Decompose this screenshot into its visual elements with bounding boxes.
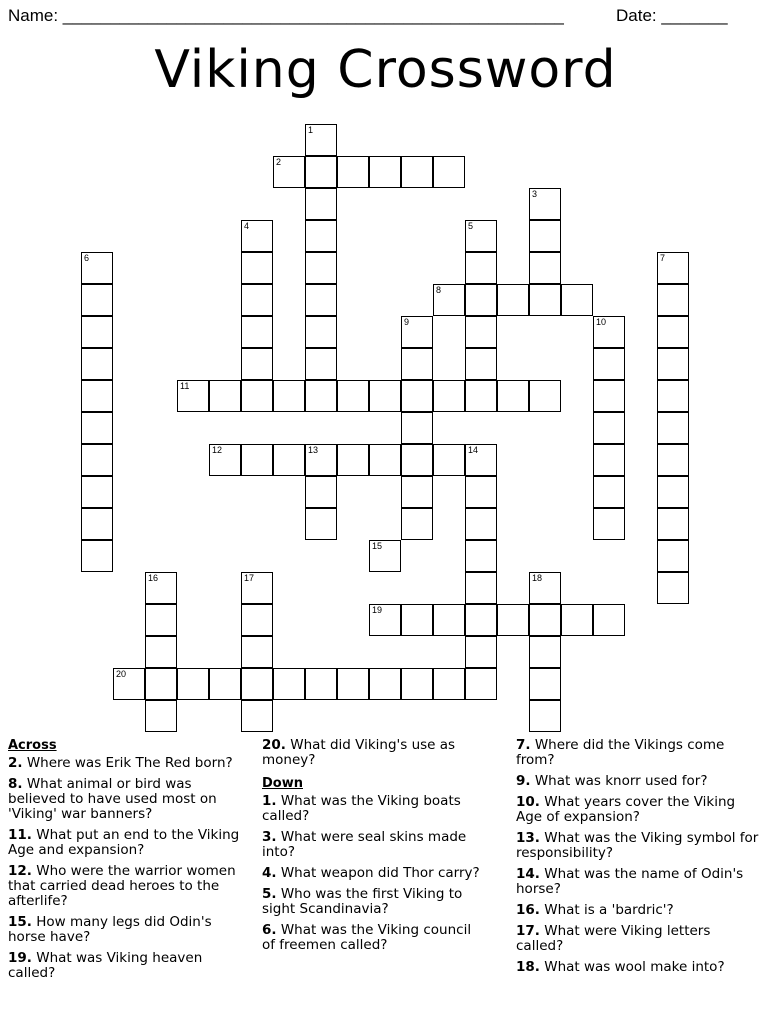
grid-cell[interactable] — [369, 444, 401, 476]
clue-number: 18 — [532, 573, 543, 583]
grid-cell[interactable] — [529, 604, 561, 636]
grid-cell[interactable] — [369, 380, 401, 412]
clue-number: 6 — [84, 253, 90, 263]
clue-down-14: 14. What was the name of Odin's horse? — [516, 866, 744, 897]
grid-cell[interactable] — [81, 508, 113, 540]
grid-cell[interactable] — [177, 380, 209, 412]
grid-cell[interactable] — [241, 700, 273, 732]
clue-across-8: 8. What animal or bird was believed to have used most on 'Viking' war banners? — [8, 776, 217, 822]
grid-cell[interactable] — [529, 572, 561, 604]
grid-cell[interactable] — [305, 508, 337, 540]
grid-cell[interactable] — [337, 668, 369, 700]
grid-cell[interactable] — [401, 412, 433, 444]
clue-across-11: 11. What put an end to the Viking Age and expansion? — [8, 827, 240, 858]
grid-cell[interactable] — [465, 668, 497, 700]
grid-cell[interactable] — [561, 604, 593, 636]
grid-cell[interactable] — [465, 572, 497, 604]
grid-cell[interactable] — [241, 380, 273, 412]
clue-down-16: 16. What is a 'bardric'? — [516, 902, 674, 918]
grid-cell[interactable] — [209, 380, 241, 412]
clue-down-1: 1. What was the Viking boats called? — [262, 793, 461, 824]
grid-cell[interactable] — [465, 636, 497, 668]
clue-number: 7 — [660, 253, 666, 263]
clues-column-1 — [8, 738, 243, 987]
grid-cell[interactable] — [529, 700, 561, 732]
clue-number: 8 — [436, 285, 442, 295]
grid-cell[interactable] — [657, 284, 689, 316]
clue-number: 12 — [212, 445, 223, 455]
clue-number: 20 — [116, 669, 127, 679]
grid-cell[interactable] — [305, 284, 337, 316]
grid-cell[interactable] — [273, 156, 305, 188]
grid-cell[interactable] — [497, 284, 529, 316]
page-title: Viking Crossword — [154, 40, 617, 100]
clue-across-19: 19. What was Viking heaven called? — [8, 950, 203, 981]
grid-cell[interactable] — [305, 252, 337, 284]
grid-cell[interactable] — [337, 444, 369, 476]
grid-cell[interactable] — [81, 476, 113, 508]
grid-cell[interactable] — [241, 348, 273, 380]
grid-cell[interactable] — [657, 412, 689, 444]
grid-cell[interactable] — [241, 284, 273, 316]
grid-cell[interactable] — [593, 604, 625, 636]
grid-cell[interactable] — [81, 412, 113, 444]
clue-down-5: 5. Who was the first Viking to sight Scandinavia? — [262, 886, 463, 917]
grid-cell[interactable] — [401, 508, 433, 540]
grid-cell[interactable] — [305, 444, 337, 476]
grid-cell[interactable] — [145, 572, 177, 604]
grid-cell[interactable] — [529, 636, 561, 668]
grid-cell[interactable] — [241, 252, 273, 284]
grid-cell[interactable] — [81, 252, 113, 284]
clue-down-4: 4. What weapon did Thor carry? — [262, 865, 480, 881]
grid-cell[interactable] — [465, 380, 497, 412]
clue-number: 5 — [468, 221, 474, 231]
grid-cell[interactable] — [529, 188, 561, 220]
grid-cell[interactable] — [305, 348, 337, 380]
grid-cell[interactable] — [273, 380, 305, 412]
clue-number: 14 — [468, 445, 479, 455]
grid-cell[interactable] — [465, 252, 497, 284]
grid-cell[interactable] — [305, 380, 337, 412]
grid-cell[interactable] — [593, 508, 625, 540]
grid-cell[interactable] — [433, 156, 465, 188]
grid-cell[interactable] — [241, 220, 273, 252]
grid-cell[interactable] — [209, 444, 241, 476]
grid-cell[interactable] — [305, 156, 337, 188]
clues-column-3 — [516, 738, 761, 981]
grid-cell[interactable] — [657, 380, 689, 412]
clue-down-17: 17. What were Viking letters called? — [516, 923, 711, 954]
name-blank: _____________________________________________________ — [62, 6, 564, 25]
grid-cell[interactable] — [465, 284, 497, 316]
grid-cell[interactable] — [593, 444, 625, 476]
grid-cell[interactable] — [657, 476, 689, 508]
grid-cell[interactable] — [369, 156, 401, 188]
grid-cell[interactable] — [593, 348, 625, 380]
grid-cell[interactable] — [241, 668, 273, 700]
clue-down-10: 10. What years cover the Viking Age of expansion? — [516, 794, 736, 825]
grid-cell[interactable] — [433, 668, 465, 700]
grid-cell[interactable] — [305, 668, 337, 700]
grid-cell[interactable] — [529, 380, 561, 412]
clue-number: 4 — [244, 221, 250, 231]
clue-number: 11 — [180, 381, 190, 391]
grid-cell[interactable] — [369, 540, 401, 572]
grid-cell[interactable] — [593, 412, 625, 444]
grid-cell[interactable] — [593, 380, 625, 412]
grid-cell[interactable] — [81, 348, 113, 380]
grid-cell[interactable] — [433, 604, 465, 636]
grid-cell[interactable] — [241, 444, 273, 476]
grid-cell[interactable] — [241, 604, 273, 636]
grid-cell[interactable] — [529, 284, 561, 316]
grid-cell[interactable] — [465, 220, 497, 252]
clue-across-20: 20. What did Viking's use as money? — [262, 737, 456, 768]
clue-down-7: 7. Where did the Vikings come from? — [516, 737, 725, 768]
grid-cell[interactable] — [305, 188, 337, 220]
clue-number: 1 — [308, 125, 314, 135]
clue-down-9: 9. What was knorr used for? — [516, 773, 708, 789]
grid-cell[interactable] — [433, 444, 465, 476]
clue-down-3: 3. What were seal skins made into? — [262, 829, 467, 860]
grid-cell[interactable] — [657, 348, 689, 380]
grid-cell[interactable] — [529, 220, 561, 252]
clue-down-18: 18. What was wool make into? — [516, 959, 725, 975]
grid-cell[interactable] — [81, 444, 113, 476]
grid-cell[interactable] — [337, 156, 369, 188]
grid-cell[interactable] — [305, 220, 337, 252]
grid-cell[interactable] — [593, 316, 625, 348]
grid-cell[interactable] — [81, 540, 113, 572]
clue-number: 13 — [308, 445, 319, 455]
grid-cell[interactable] — [177, 668, 209, 700]
grid-cell[interactable] — [145, 668, 177, 700]
grid-cell[interactable] — [529, 668, 561, 700]
grid-cell[interactable] — [465, 444, 497, 476]
grid-cell[interactable] — [561, 284, 593, 316]
grid-cell[interactable] — [145, 636, 177, 668]
grid-cell[interactable] — [81, 284, 113, 316]
grid-cell[interactable] — [401, 604, 433, 636]
grid-cell[interactable] — [113, 668, 145, 700]
clue-across-15: 15. How many legs did Odin's horse have? — [8, 914, 212, 945]
grid-cell[interactable] — [337, 380, 369, 412]
grid-cell[interactable] — [465, 316, 497, 348]
clue-across-2: 2. Where was Erik The Red born? — [8, 755, 233, 771]
grid-cell[interactable] — [81, 316, 113, 348]
grid-cell[interactable] — [465, 476, 497, 508]
name-field[interactable] — [8, 6, 564, 26]
grid-cell[interactable] — [209, 668, 241, 700]
grid-cell[interactable] — [433, 380, 465, 412]
grid-cell[interactable] — [369, 604, 401, 636]
clues-column-2 — [262, 738, 487, 959]
grid-cell[interactable] — [305, 124, 337, 156]
grid-cell[interactable] — [305, 316, 337, 348]
grid-cell[interactable] — [241, 636, 273, 668]
clue-number: 2 — [276, 157, 282, 167]
grid-cell[interactable] — [465, 540, 497, 572]
grid-cell[interactable] — [657, 540, 689, 572]
grid-cell[interactable] — [529, 252, 561, 284]
clue-number: 19 — [372, 605, 383, 615]
grid-cell[interactable] — [497, 604, 529, 636]
grid-cell[interactable] — [657, 572, 689, 604]
grid-cell[interactable] — [401, 348, 433, 380]
grid-cell[interactable] — [273, 668, 305, 700]
grid-cell[interactable] — [241, 572, 273, 604]
name-label: Name: — [8, 6, 63, 25]
grid-cell[interactable] — [657, 252, 689, 284]
grid-cell[interactable] — [401, 668, 433, 700]
grid-cell[interactable] — [433, 284, 465, 316]
grid-cell[interactable] — [145, 700, 177, 732]
clue-number: 9 — [404, 317, 410, 327]
down-heading: Down — [262, 776, 303, 791]
grid-cell[interactable] — [401, 476, 433, 508]
clue-number: 17 — [244, 573, 255, 583]
grid-cell[interactable] — [81, 380, 113, 412]
grid-cell[interactable] — [465, 508, 497, 540]
grid-cell[interactable] — [593, 476, 625, 508]
grid-cell[interactable] — [369, 668, 401, 700]
grid-cell[interactable] — [273, 444, 305, 476]
grid-cell[interactable] — [465, 348, 497, 380]
grid-cell[interactable] — [657, 508, 689, 540]
grid-cell[interactable] — [241, 316, 273, 348]
grid-cell[interactable] — [465, 604, 497, 636]
clue-number: 10 — [596, 317, 607, 327]
grid-cell[interactable] — [401, 444, 433, 476]
clue-number: 16 — [148, 573, 159, 583]
grid-cell[interactable] — [657, 316, 689, 348]
clue-down-13: 13. What was the Viking symbol for responsibility? — [516, 830, 759, 861]
grid-cell[interactable] — [401, 316, 433, 348]
grid-cell[interactable] — [497, 380, 529, 412]
clue-number: 15 — [372, 541, 383, 551]
grid-cell[interactable] — [401, 156, 433, 188]
clue-across-12: 12. Who were the warrior women that carried dead heroes to the afterlife? — [8, 863, 236, 909]
grid-cell[interactable] — [401, 380, 433, 412]
grid-cell[interactable] — [145, 604, 177, 636]
date-field[interactable]: Date: _______ — [616, 6, 728, 25]
clue-down-6: 6. What was the Viking council of freemen called? — [262, 922, 472, 953]
grid-cell[interactable] — [657, 444, 689, 476]
grid-cell[interactable] — [305, 476, 337, 508]
clue-number: 3 — [532, 189, 538, 199]
across-heading: Across — [8, 738, 57, 753]
